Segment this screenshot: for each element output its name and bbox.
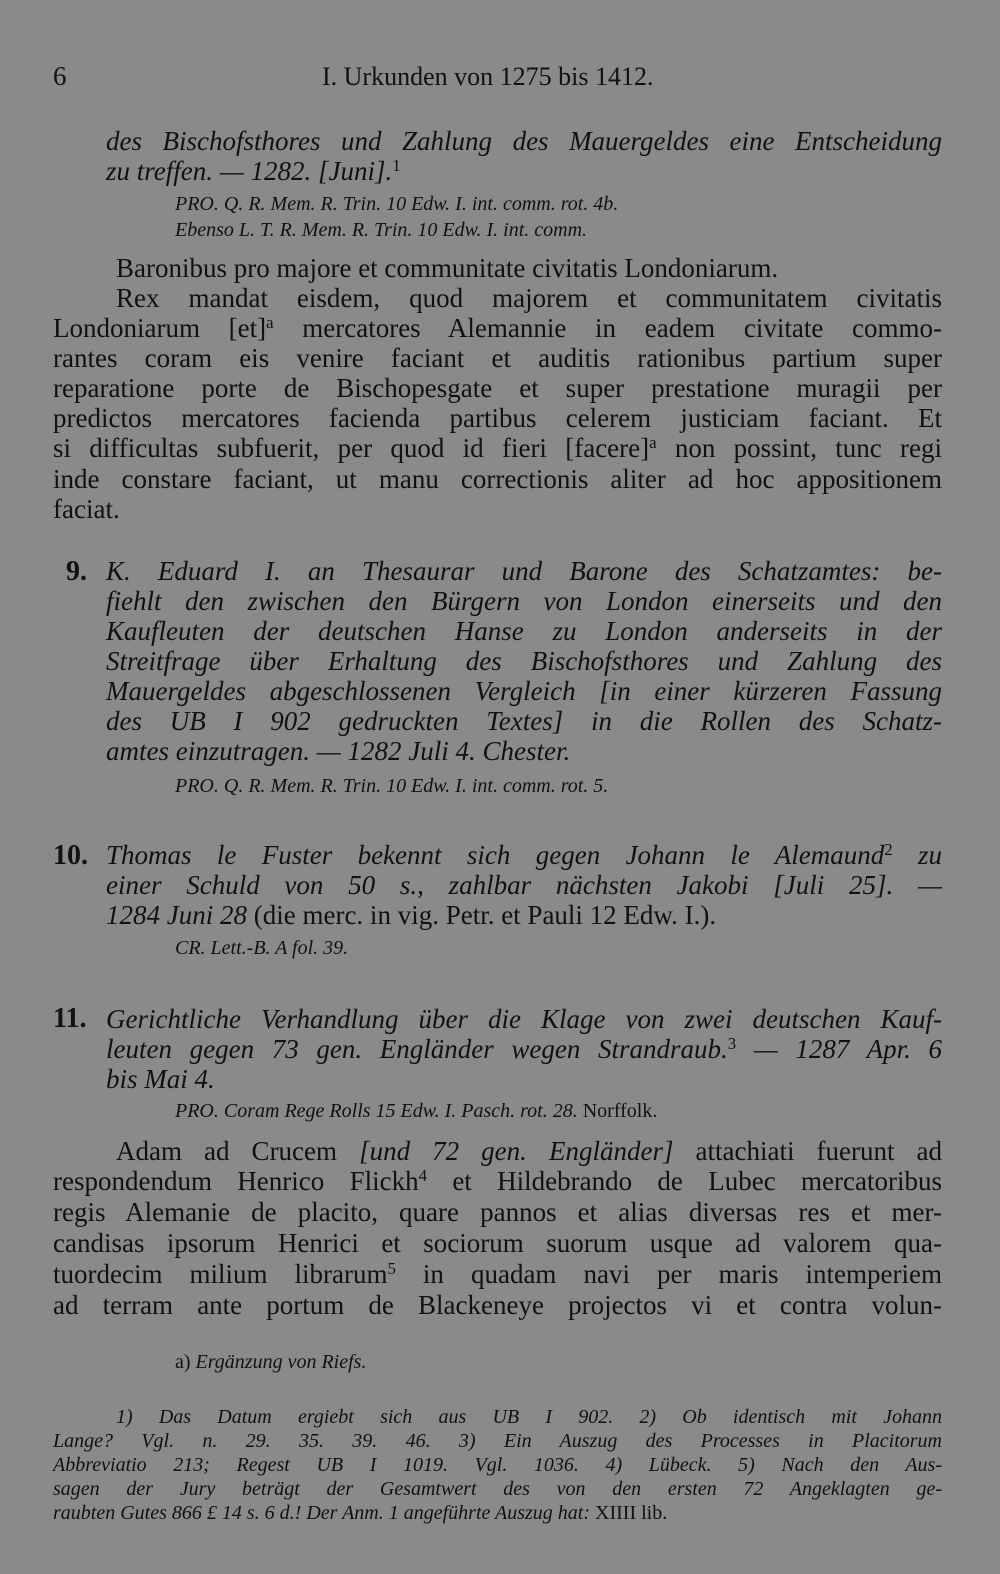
entry10-regest-line-3: 1284 Juni 28 (die merc. in vig. Petr. et Pauli 12 Edw. I.).: [106, 900, 717, 930]
footnote-ref-2: 2: [884, 840, 893, 859]
footnote-line-2: Lange? Vgl. n. 29. 35. 39. 46. 3) Ein Auszug des Processes in Placitorum: [53, 1430, 942, 1452]
entry-number-10: 10.: [53, 840, 88, 871]
entry8-text-line-6: si difficultas subfuerit, per quod id fieri [facere]$^a$ non possint, tunc regi: [53, 433, 942, 464]
entry9-regest-line-4: Streitfrage über Erhaltung des Bischofsthores und Zahlung des: [106, 646, 942, 676]
footnote-line-5: raubten Gutes 866 £ 14 s. 6 d.! Der Anm. 1 angeführte Auszug hat: XIIII lib.: [53, 1502, 668, 1524]
entry8-text-line-3: rantes coram eis venire faciant et auditis rationibus partium super: [53, 343, 942, 373]
entry11-text-line-5: tuordecim milium librarum$^5$ in quadam navi per maris intemperiem: [53, 1259, 942, 1290]
note-ref-a: a: [266, 313, 274, 332]
entry9-regest-line-7: amtes einzutragen. — 1282 Juli 4. Chester.: [106, 736, 571, 766]
entry9-regest-line-6: des UB I 902 gedruckten Textes] in die Rollen des Schatz-: [106, 706, 942, 736]
entry11-regest-line-1: Gerichtliche Verhandlung über die Klage von zwei deutschen Kauf-: [106, 1004, 942, 1034]
entry8-regest-line-1: des Bischofsthores und Zahlung des Mauergeldes eine Entscheidung: [106, 126, 942, 156]
entry9-regest-line-1: K. Eduard I. an Thesaurar und Barone des Schatzamtes: be-: [106, 556, 942, 586]
entry9-regest-line-3: Kaufleuten der deutschen Hanse zu London anderseits in der: [106, 616, 942, 646]
entry11-text-line-4: candisas ipsorum Henrici et sociorum suorum usque ad valorem qua-: [53, 1228, 942, 1258]
entry10-regest-line-1: Thomas le Fuster bekennt sich gegen Johann le Alemaund$^2$ zu: [106, 840, 942, 871]
entry8-text-line-7: inde constare faciant, ut manu correctionis aliter ad hoc appositionem: [53, 464, 942, 494]
entry9-regest-line-2: fiehlt den zwischen den Bürgern von London einerseits und den: [106, 586, 942, 616]
entry9-regest-line-5: Mauergeldes abgeschlossenen Vergleich [in einer kürzeren Fassung: [106, 676, 942, 706]
entry8-text-line-4: reparatione porte de Bischopesgate et super prestatione muragii per: [53, 373, 942, 403]
entry8-text-line-1: Rex mandat eisdem, quod majorem et communitatem civitatis: [116, 283, 942, 313]
footnote-ref-5: 5: [387, 1259, 396, 1278]
footnote-line-1: 1) Das Datum ergiebt sich aus UB I 902. 2) Ob identisch mit Johann: [116, 1406, 942, 1428]
entry8-source-2: Ebenso L. T. R. Mem. R. Trin. 10 Edw. I. int. comm.: [175, 219, 588, 241]
page-number: 6: [53, 61, 67, 91]
entry8-source-1: PRO. Q. R. Mem. R. Trin. 10 Edw. I. int. comm. rot. 4b.: [175, 193, 619, 215]
footnote-line-4: sagen der Jury beträgt der Gesamtwert des von den ersten 72 Angeklagten ge-: [53, 1478, 942, 1500]
entry8-regest-line-2: zu treffen. — 1282. [Juni].$^1$: [106, 156, 401, 187]
entry9-source: PRO. Q. R. Mem. R. Trin. 10 Edw. I. int. comm. rot. 5.: [175, 775, 609, 797]
entry8-text-line-5: predictos mercatores facienda partibus celerem justiciam faciant. Et: [53, 403, 942, 433]
entry11-source: PRO. Coram Rege Rolls 15 Edw. I. Pasch. rot. 28. Norffolk.: [175, 1100, 658, 1122]
entry-number-11: 11.: [53, 1003, 87, 1034]
entry10-source: CR. Lett.-B. A fol. 39.: [175, 937, 349, 959]
entry11-text-line-6: ad terram ante portum de Blackeneye projectos vi et contra volun-: [53, 1290, 942, 1320]
textual-note-a: a) Ergänzung von Riefs.: [175, 1351, 367, 1373]
footnote-ref-4: 4: [418, 1166, 427, 1185]
entry11-regest-line-2: leuten gegen 73 gen. Engländer wegen Strandraub.$^3$ — 1287 Apr. 6: [106, 1034, 942, 1065]
running-title: I. Urkunden von 1275 bis 1412.: [322, 62, 654, 91]
entry8-text-line-2: Londoniarum [et]$^a$ mercatores Alemannie in eadem civitate commo-: [53, 313, 942, 344]
entry11-text-line-3: regis Alemanie de placito, quare pannos et alias diversas res et mer-: [53, 1197, 942, 1227]
entry8-address: Baronibus pro majore et communitate civitatis Londoniarum.: [116, 253, 779, 283]
entry10-regest-line-2: einer Schuld von 50 s., zahlbar nächsten Jakobi [Juli 25]. —: [106, 870, 942, 900]
entry-number-9: 9.: [66, 556, 87, 587]
entry11-regest-line-3: bis Mai 4.: [106, 1064, 215, 1094]
entry11-text-line-1: Adam ad Crucem [und 72 gen. Engländer] attachiati fuerunt ad: [116, 1136, 942, 1166]
footnote-line-3: Abbreviatio 213; Regest UB I 1019. Vgl. 1036. 4) Lübeck. 5) Nach den Aus-: [53, 1454, 942, 1476]
entry8-text-line-8: faciat.: [53, 494, 120, 524]
footnote-ref-1: 1: [392, 156, 401, 175]
footnote-ref-3: 3: [727, 1034, 737, 1053]
note-ref-a: a: [649, 433, 657, 452]
entry11-text-line-2: respondendum Henrico Flickh$^4$ et Hildebrando de Lubec mercatoribus: [53, 1166, 942, 1197]
